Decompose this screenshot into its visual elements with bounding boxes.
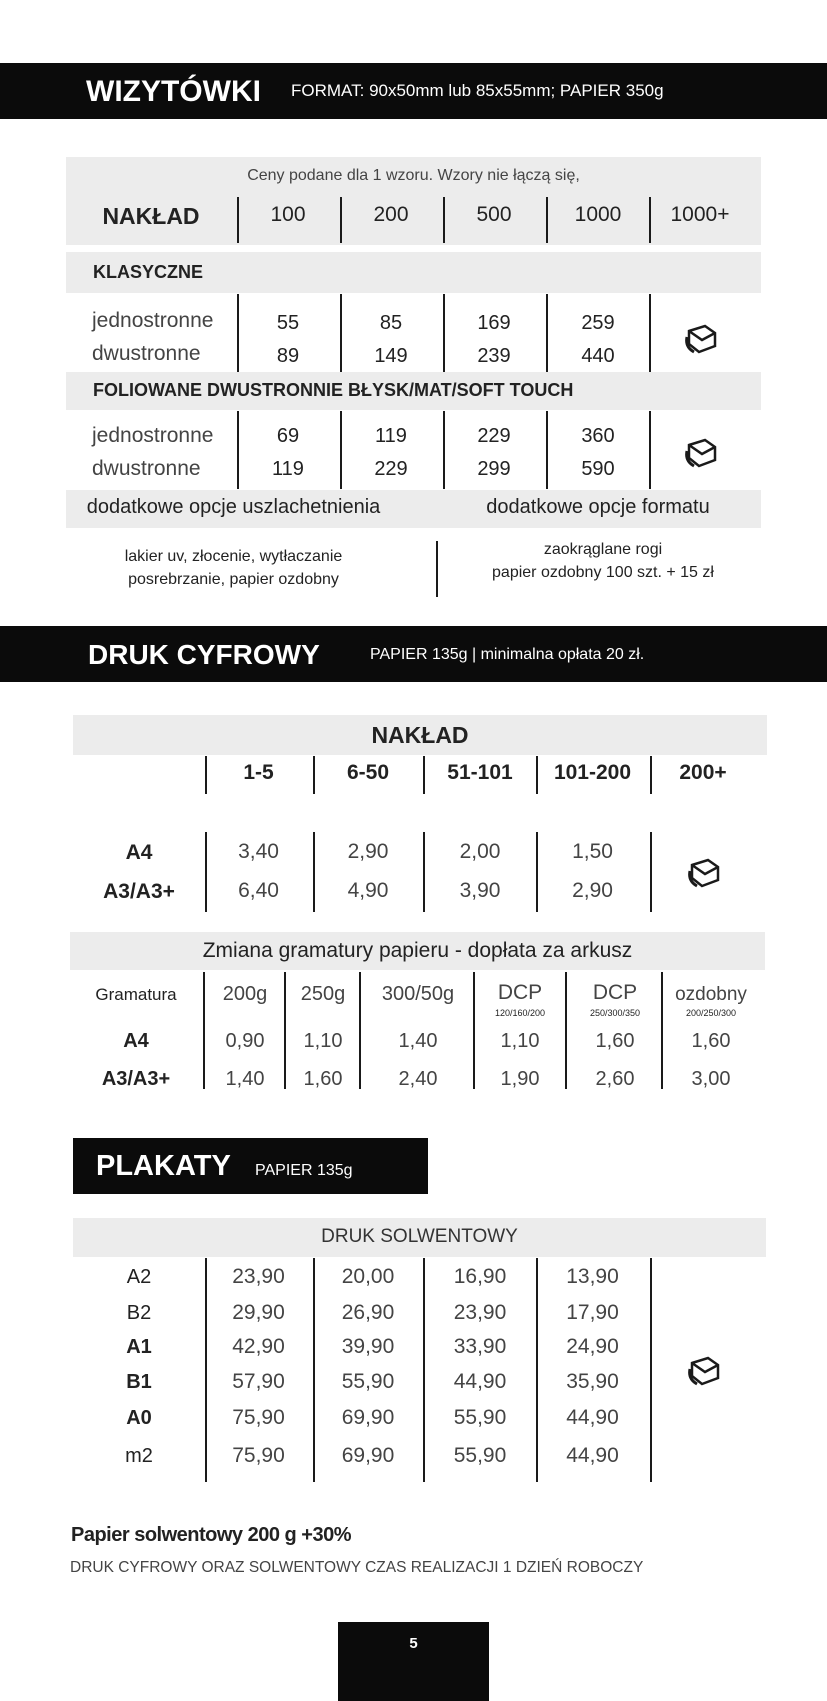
plakaty-divider	[536, 1258, 538, 1482]
plakaty-divider	[205, 1258, 207, 1482]
druk-price: 2,00	[459, 840, 501, 863]
wizytowki-qty-500: 500	[476, 203, 512, 226]
foliowane-divider	[340, 411, 342, 489]
wizytowki-subtitle: FORMAT: 90x50mm lub 85x55mm; PAPIER 350g	[291, 81, 664, 100]
plakaty-price: 44,90	[453, 1370, 507, 1393]
options-divider	[436, 541, 438, 597]
wizytowki-note: Ceny podane dla 1 wzoru. Wzory nie łączą się,	[247, 167, 580, 184]
plakaty-divider	[313, 1258, 315, 1482]
gramatura-price: 1,60	[595, 1030, 635, 1052]
plakaty-row-name: B1	[126, 1371, 152, 1393]
druk-qty: 51-101	[447, 761, 513, 784]
druk-divider	[650, 756, 652, 794]
druk-row-name: A3/A3+	[103, 880, 175, 903]
gramatura-option: DCP	[497, 981, 543, 1004]
druk-header-bar	[0, 626, 827, 682]
klasyczne-price: 55	[276, 312, 300, 334]
wizytowki-title: WIZYTÓWKI	[86, 75, 261, 108]
druk-naklad-label: NAKŁAD	[371, 722, 469, 748]
wizytowki-divider	[649, 197, 651, 243]
wizytowki-header-bar	[0, 63, 827, 119]
foliowane-label: FOLIOWANE DWUSTRONNIE BŁYSK/MAT/SOFT TOUCH	[93, 380, 574, 400]
plakaty-price: 23,90	[232, 1265, 285, 1288]
gramatura-price: 1,10	[500, 1030, 540, 1052]
plakaty-price: 69,90	[341, 1444, 395, 1467]
plakaty-price: 13,90	[566, 1265, 619, 1288]
foliowane-divider	[546, 411, 548, 489]
foliowane-divider	[237, 411, 239, 489]
gramatura-option: 300/50g	[381, 983, 455, 1005]
wizytowki-divider	[443, 197, 445, 243]
druk-qty: 200+	[679, 761, 727, 784]
gramatura-price: 1,40	[398, 1030, 438, 1052]
gramatura-option: DCP	[592, 981, 638, 1004]
foliowane-divider	[443, 411, 445, 489]
foliowane-price: 119	[375, 425, 407, 447]
druk-price: 3,90	[459, 879, 501, 902]
druk-divider	[650, 832, 652, 912]
druk-divider	[313, 756, 315, 794]
page-number-box	[338, 1622, 489, 1701]
gramatura-price: 1,60	[691, 1030, 731, 1052]
klasyczne-row-name: dwustronne	[92, 342, 201, 365]
wizytowki-divider	[546, 197, 548, 243]
plakaty-divider	[423, 1258, 425, 1482]
foliowane-price: 229	[374, 458, 408, 480]
foliowane-price: 119	[272, 458, 304, 480]
envelope-phone-icon	[685, 322, 721, 356]
druk-divider	[536, 756, 538, 794]
gramatura-option: ozdobny	[675, 984, 747, 1005]
envelope-phone-icon	[688, 1354, 724, 1388]
druk-price: 2,90	[347, 840, 389, 863]
wizytowki-qty-1000: 1000	[574, 203, 622, 226]
wizytowki-divider	[237, 197, 239, 243]
gramatura-price: 1,40	[225, 1068, 265, 1090]
gramatura-divider	[359, 972, 361, 1089]
klasyczne-divider	[649, 294, 651, 372]
options-right-line: zaokrąglane rogi	[543, 541, 663, 558]
druk-divider	[423, 832, 425, 912]
envelope-phone-icon	[688, 856, 724, 890]
plakaty-price: 75,90	[232, 1444, 285, 1467]
wizytowki-naklad-label: NAKŁAD	[102, 203, 200, 229]
gramatura-price: 2,60	[595, 1068, 635, 1090]
gramatura-divider	[473, 972, 475, 1089]
gramatura-label: Gramatura	[95, 985, 177, 1004]
gramatura-divider	[284, 972, 286, 1089]
plakaty-price: 26,90	[341, 1301, 395, 1324]
druk-divider	[205, 756, 207, 794]
options-left-line: posrebrzanie, papier ozdobny	[128, 571, 339, 588]
gramatura-option-sub: 120/160/200	[494, 1008, 546, 1018]
plakaty-price: 55,90	[453, 1406, 507, 1429]
gramatura-option: 250g	[300, 983, 346, 1005]
gramatura-option: 200g	[222, 983, 268, 1005]
plakaty-price: 44,90	[566, 1444, 619, 1467]
plakaty-price: 23,90	[453, 1301, 507, 1324]
plakaty-row-name: A1	[126, 1336, 152, 1358]
gramatura-divider	[661, 972, 663, 1089]
druk-subtitle: PAPIER 135g | minimalna opłata 20 zł.	[370, 646, 645, 663]
gramatura-price: 1,10	[303, 1030, 343, 1052]
envelope-phone-icon	[685, 436, 721, 470]
plakaty-price: 39,90	[341, 1335, 395, 1358]
plakaty-price: 44,90	[566, 1406, 619, 1429]
plakaty-row-name: m2	[125, 1445, 153, 1467]
foliowane-price: 69	[276, 425, 300, 447]
druk-qty: 6-50	[346, 761, 390, 784]
gramatura-price: 1,90	[500, 1068, 540, 1090]
gramatura-option-sub: 200/250/300	[685, 1008, 737, 1018]
gramatura-option-sub: 250/300/350	[589, 1008, 641, 1018]
klasyczne-price: 440	[581, 345, 615, 367]
gramatura-row-name: A4	[123, 1030, 149, 1052]
plakaty-row-name: B2	[126, 1302, 152, 1324]
plakaty-price: 24,90	[566, 1335, 619, 1358]
foliowane-row-name: dwustronne	[92, 457, 201, 480]
plakaty-price: 29,90	[232, 1301, 285, 1324]
plakaty-row-name: A0	[126, 1407, 152, 1429]
foliowane-divider	[649, 411, 651, 489]
plakaty-price: 57,90	[232, 1370, 285, 1393]
plakaty-header-bar	[73, 1138, 428, 1194]
options-left-title: dodatkowe opcje uszlachetnienia	[86, 496, 381, 518]
klasyczne-row-name: jednostronne	[92, 309, 214, 332]
options-right-line: papier ozdobny 100 szt. + 15 zł	[492, 564, 714, 581]
plakaty-price: 42,90	[232, 1335, 285, 1358]
foliowane-price: 360	[581, 425, 615, 447]
plakaty-price: 35,90	[566, 1370, 619, 1393]
foliowane-price: 229	[477, 425, 511, 447]
druk-row-name: A4	[125, 841, 153, 864]
plakaty-price: 20,00	[341, 1265, 395, 1288]
plakaty-price: 33,90	[453, 1335, 507, 1358]
druk-divider	[205, 832, 207, 912]
gramatura-price: 2,40	[398, 1068, 438, 1090]
gramatura-price: 1,60	[303, 1068, 343, 1090]
wizytowki-divider	[340, 197, 342, 243]
plakaty-price: 16,90	[453, 1265, 507, 1288]
klasyczne-price: 259	[581, 312, 615, 334]
plakaty-note-bold: Papier solwentowy 200 g +30%	[71, 1524, 352, 1546]
druk-divider	[313, 832, 315, 912]
plakaty-title: PLAKATY	[96, 1150, 231, 1182]
klasyczne-price: 169	[477, 312, 511, 334]
druk-qty: 101-200	[553, 761, 632, 784]
page-number: 5	[409, 1635, 418, 1652]
klasyczne-divider	[340, 294, 342, 372]
druk-qty: 1-5	[243, 761, 274, 784]
klasyczne-divider	[237, 294, 239, 372]
druk-price: 6,40	[238, 879, 279, 902]
foliowane-row-name: jednostronne	[92, 424, 214, 447]
plakaty-price: 55,90	[341, 1370, 395, 1393]
druk-price: 3,40	[238, 840, 279, 863]
klasyczne-label: KLASYCZNE	[93, 262, 204, 282]
klasyczne-divider	[443, 294, 445, 372]
wizytowki-qty-100: 100	[270, 203, 306, 226]
plakaty-price: 17,90	[566, 1301, 619, 1324]
druk-divider	[423, 756, 425, 794]
gramatura-divider	[203, 972, 205, 1089]
klasyczne-price: 89	[276, 345, 300, 367]
plakaty-row-name: A2	[126, 1266, 152, 1288]
wizytowki-qty-1000plus: 1000+	[670, 203, 730, 226]
druk-divider	[536, 832, 538, 912]
klasyczne-price: 85	[379, 312, 403, 334]
gramatura-row-name: A3/A3+	[101, 1068, 171, 1090]
gramatura-title: Zmiana gramatury papieru - dopłata za arkusz	[202, 939, 633, 962]
druk-price: 2,90	[572, 879, 613, 902]
plakaty-subtitle: PAPIER 135g	[255, 1162, 353, 1179]
plakaty-price: 69,90	[341, 1406, 395, 1429]
klasyczne-price: 149	[374, 345, 408, 367]
foliowane-price: 299	[477, 458, 511, 480]
wizytowki-qty-200: 200	[373, 203, 409, 226]
druk-price: 4,90	[347, 879, 389, 902]
options-right-title: dodatkowe opcje formatu	[486, 496, 710, 518]
gramatura-price: 0,90	[225, 1030, 265, 1052]
foliowane-price: 590	[581, 458, 615, 480]
plakaty-price: 75,90	[232, 1406, 285, 1429]
plakaty-note: DRUK CYFROWY ORAZ SOLWENTOWY CZAS REALIZACJI 1 DZIEŃ ROBOCZY	[70, 1559, 644, 1576]
druk-title: DRUK CYFROWY	[88, 639, 320, 670]
gramatura-divider	[565, 972, 567, 1089]
klasyczne-divider	[546, 294, 548, 372]
options-left-line: lakier uv, złocenie, wytłaczanie	[124, 548, 343, 565]
plakaty-divider	[650, 1258, 652, 1482]
klasyczne-price: 239	[477, 345, 511, 367]
gramatura-price: 3,00	[691, 1068, 731, 1090]
solwent-label: DRUK SOLWENTOWY	[321, 1226, 518, 1247]
druk-price: 1,50	[572, 840, 613, 863]
plakaty-price: 55,90	[453, 1444, 507, 1467]
